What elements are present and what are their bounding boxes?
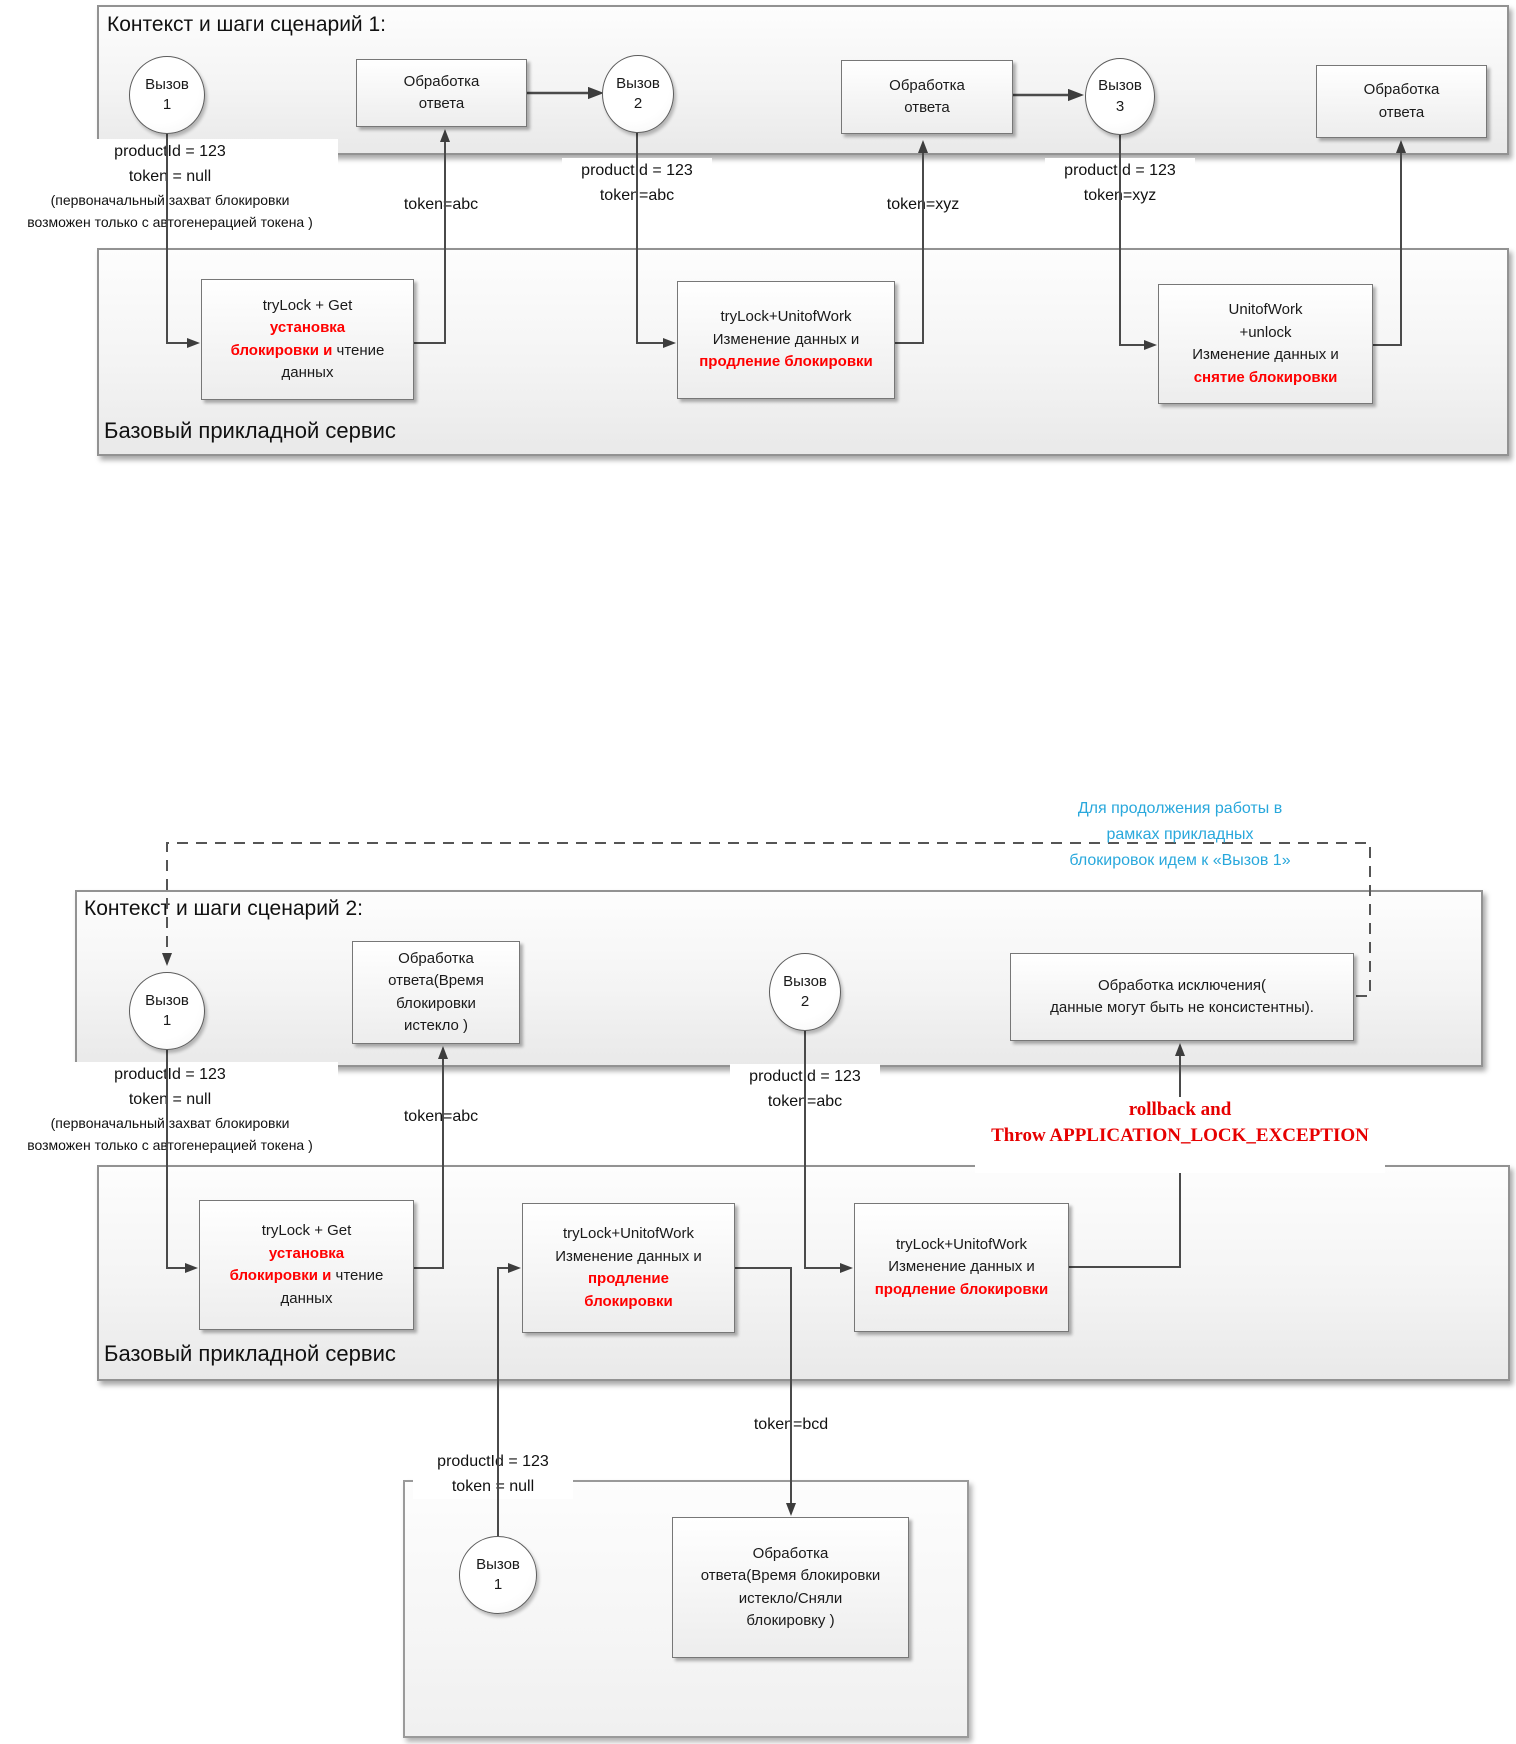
s1-response-box-2	[841, 60, 1013, 134]
s2-retry-call-1-label: Вызов	[476, 1555, 520, 1573]
s2-response-box-1	[352, 941, 520, 1044]
s2-retry-call-1-circle	[459, 1536, 537, 1614]
scenario1-title: Контекст и шаги сценарий 1:	[107, 13, 386, 36]
s2-unitofwork-box-right	[854, 1203, 1069, 1332]
s1-call3-productid: productId = 123	[1064, 162, 1176, 179]
s1-call1-token: token = null	[128, 168, 212, 185]
s2-b1-line3: блокировки и чтение	[229, 1267, 384, 1284]
s2-call1-token: token = null	[128, 1091, 212, 1108]
s2-b3-line2: Изменение данных и	[888, 1258, 1035, 1276]
s2-trylock-get-box	[199, 1200, 414, 1330]
s1-b2-line3: продление блокировки	[699, 353, 873, 371]
s2-rollback-line1: rollback and	[1128, 1099, 1232, 1120]
s1-call3-token: token=xyz	[1083, 187, 1157, 204]
s1-b1-line3: блокировки и чтение	[230, 341, 385, 359]
s2-call1-productid: productId = 123	[114, 1066, 226, 1083]
s2-return-note-line1: Для продолжения работы в	[1077, 800, 1283, 817]
s2-call1-note-line2: возможен только с автогенерацией токена )	[27, 1137, 313, 1153]
s2-retry-response-box	[672, 1517, 909, 1658]
s2-call-2-number: 2	[800, 993, 810, 1010]
s2-retry-resp-line3: истекло/Сняли	[738, 1589, 843, 1607]
s1-call-2-number: 2	[633, 95, 643, 112]
s2-return-note-line2: рамках прикладных	[1106, 826, 1254, 843]
s1-response-2-line2: ответа	[904, 99, 950, 116]
s2-call-2-circle	[769, 953, 841, 1031]
s2-b3-line1: tryLock+UnitofWork	[895, 1235, 1027, 1253]
s1-unlock-box	[1158, 284, 1373, 404]
s1-response-3-line1: Обработка	[1363, 81, 1440, 98]
s1-call1-note-line1: (первоначальный захват блокировки	[50, 192, 290, 208]
s1-call-3-circle	[1085, 58, 1155, 135]
s2-call2-token: token=abc	[767, 1093, 843, 1110]
s2-call-1-label: Вызов	[145, 991, 189, 1009]
s2-return-note	[995, 796, 1365, 874]
s2-call1-note-line1: (первоначальный захват блокировки	[50, 1115, 290, 1131]
s2-unitofwork-box-middle	[522, 1203, 735, 1333]
s1-response-2-line1: Обработка	[889, 76, 965, 94]
s2-b2-line3: продление	[587, 1270, 669, 1287]
s1-unitofwork-box	[677, 281, 895, 399]
s1-response-1-line1: Обработка	[403, 72, 480, 90]
s2-call-1-circle	[129, 972, 205, 1050]
scenario2-service-label: Базовый прикладной сервис	[104, 1341, 396, 1366]
s2-return-note-line3: блокировок идем к «Вызов 1»	[1069, 852, 1291, 869]
s2-rollback-label	[975, 1097, 1385, 1173]
s2-b1-line2: установка	[268, 1244, 345, 1262]
s2-token-bcd-label: token=bcd	[753, 1416, 829, 1433]
s2-r1-line2: ответа(Время	[388, 972, 484, 989]
s2-rollback-line2: Throw APPLICATION_LOCK_EXCEPTION	[991, 1125, 1369, 1146]
s2-retry-token: token = null	[451, 1478, 535, 1495]
s1-call-2-circle	[602, 55, 674, 133]
s1-response-1-line2: ответа	[418, 95, 465, 112]
s1-call-1-circle	[129, 56, 205, 134]
s1-call1-note-line2: возможен только с автогенерацией токена )	[27, 214, 313, 230]
s2-call2-productid: productId = 123	[749, 1068, 861, 1085]
s1-call-1-number: 1	[162, 96, 172, 113]
s2-b2-line4: блокировки	[584, 1292, 673, 1310]
s2-b2-line2: Изменение данных и	[555, 1247, 702, 1265]
s1-call2-productid: productId = 123	[581, 162, 693, 179]
s2-token-abc-label: token=abc	[403, 1108, 479, 1125]
s1-response-box-1	[356, 59, 527, 127]
scenario1-service-label: Базовый прикладной сервис	[104, 418, 396, 443]
s2-b2-line1: tryLock+UnitofWork	[562, 1225, 694, 1242]
s2-b3-line3: продление блокировки	[874, 1280, 1049, 1298]
s1-b3-line4: снятие блокировки	[1193, 368, 1338, 386]
s2-r1-line3: блокировки	[396, 994, 476, 1012]
s1-call-1-label: Вызов	[145, 75, 189, 93]
s1-call-3-label: Вызов	[1098, 77, 1142, 95]
s2-exception-line2: данные могут быть не консистентны).	[1050, 999, 1314, 1016]
s2-exception-box	[1010, 953, 1354, 1041]
s1-call-2-label: Вызов	[616, 74, 660, 92]
s1-b1-line2: установка	[269, 319, 346, 336]
s1-b3-line3: Изменение данных и	[1192, 346, 1339, 363]
s1-b2-line1: tryLock+UnitofWork	[720, 308, 852, 326]
s2-retry-resp-line2: ответа(Время блокировки	[700, 1567, 881, 1584]
s1-call2-token: token=abc	[599, 187, 675, 204]
scenario2-title: Контекст и шаги сценарий 2:	[84, 897, 363, 920]
s1-call-3-number: 3	[1115, 97, 1125, 115]
s2-r1-line4: истекло )	[403, 1017, 469, 1034]
s2-retry-resp-line4: блокировку )	[746, 1612, 835, 1629]
s1-b2-line2: Изменение данных и	[712, 330, 860, 348]
s2-b1-line4: данных	[280, 1289, 333, 1307]
s2-retry-call-1-number: 1	[493, 1576, 503, 1593]
s2-call-1-number: 1	[162, 1012, 172, 1029]
s1-b1-line4: данных	[281, 364, 334, 381]
s2-retry-resp-line1: Обработка	[752, 1544, 829, 1562]
s2-exception-line1: Обработка исключения(	[1097, 976, 1267, 994]
s1-token-xyz-label: token=xyz	[886, 196, 960, 213]
s2-call-2-label: Вызов	[783, 972, 827, 990]
s1-b3-line2: +unlock	[1239, 323, 1292, 341]
s1-trylock-get-box	[201, 279, 414, 400]
s2-r1-line1: Обработка	[398, 949, 474, 967]
s1-token-abc-label: token=abc	[403, 196, 479, 213]
s1-response-3-line2: ответа	[1378, 103, 1425, 121]
s1-response-box-3	[1316, 65, 1487, 138]
s1-b3-line1: UnitofWork	[1228, 301, 1303, 318]
s1-call1-productid: productId = 123	[114, 143, 226, 160]
s2-retry-productid: productId = 123	[437, 1453, 549, 1470]
s1-b1-line1: tryLock + Get	[262, 296, 353, 314]
s2-b1-line1: tryLock + Get	[261, 1222, 352, 1239]
